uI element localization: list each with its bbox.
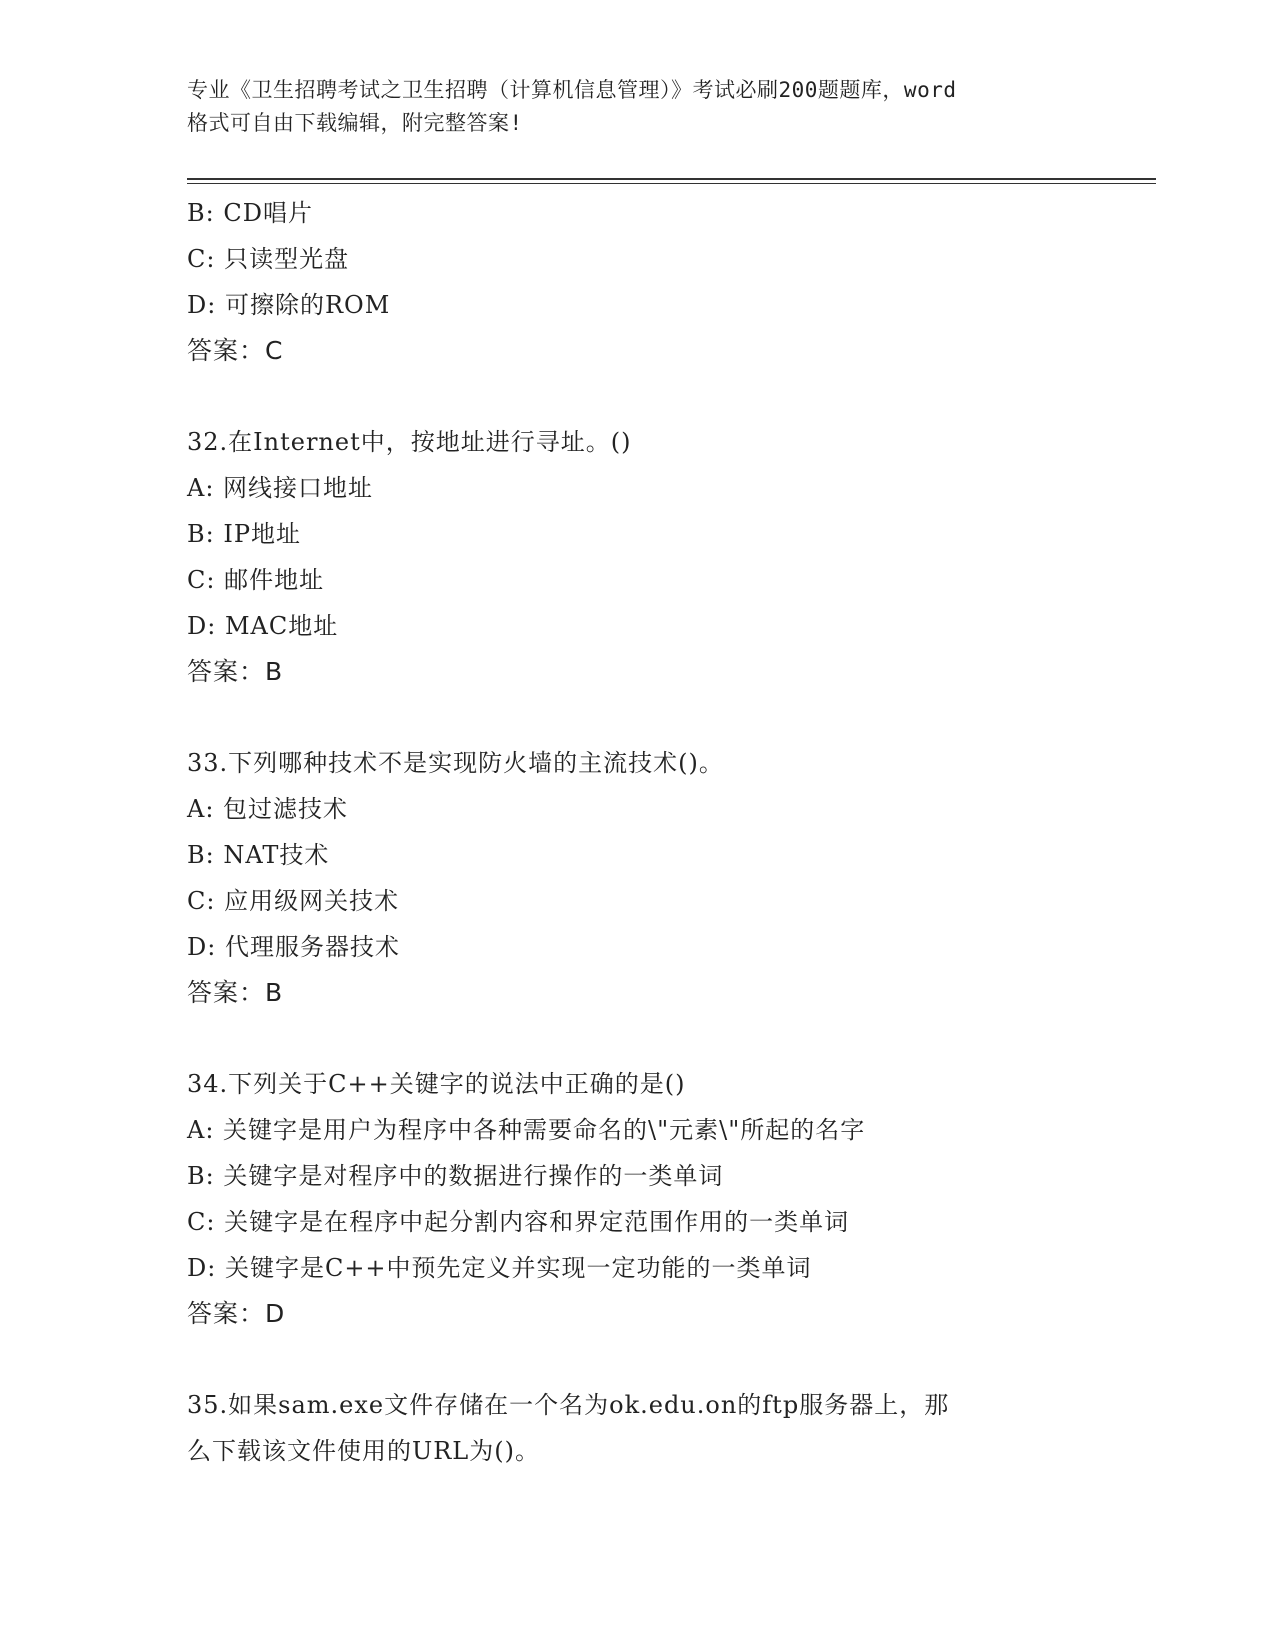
question-stem-line-2: 么下载该文件使用的URL为()。 (187, 1437, 540, 1465)
answer-line: 答案：C (187, 336, 284, 365)
option-c: C: 应用级网关技术 (187, 887, 400, 915)
question-31-continued (187, 190, 1137, 374)
document-header (187, 74, 1087, 140)
option-d: D: 代理服务器技术 (187, 933, 400, 961)
option-a: A: 包过滤技术 (187, 795, 349, 823)
header-line-1: 专业《卫生招聘考试之卫生招聘（计算机信息管理）》考试必刷200题题库，word (187, 78, 957, 102)
option-d: D: 关键字是C++中预先定义并实现一定功能的一类单词 (187, 1254, 812, 1282)
option-c: C: 关键字是在程序中起分割内容和界定范围作用的一类单词 (187, 1208, 850, 1236)
question-33 (187, 740, 1137, 1016)
header-divider-thick (187, 178, 1156, 180)
header-line-2: 格式可自由下载编辑，附完整答案! (187, 111, 523, 135)
answer-line: 答案：B (187, 978, 284, 1007)
question-stem: 32.在Internet中，按地址进行寻址。() (187, 428, 632, 456)
question-32 (187, 419, 1137, 695)
option-b: B: NAT技术 (187, 841, 330, 869)
option-b: B: 关键字是对程序中的数据进行操作的一类单词 (187, 1162, 724, 1190)
question-stem-line-1: 35.如果sam.exe文件存储在一个名为ok.edu.on的ftp服务器上，那 (187, 1391, 950, 1419)
header-divider-thin (187, 183, 1156, 184)
option-b: B: IP地址 (187, 520, 301, 548)
option-d: D: 可擦除的ROM (187, 291, 391, 319)
option-a: A: 网线接口地址 (187, 474, 374, 502)
option-c: C: 只读型光盘 (187, 245, 350, 273)
question-stem: 34.下列关于C++关键字的说法中正确的是() (187, 1070, 686, 1098)
answer-line: 答案：B (187, 657, 284, 686)
question-list (187, 190, 1137, 1474)
option-d: D: MAC地址 (187, 612, 339, 640)
answer-line: 答案：D (187, 1299, 286, 1328)
question-35 (187, 1382, 1137, 1474)
question-stem: 33.下列哪种技术不是实现防火墙的主流技术()。 (187, 749, 724, 777)
question-34 (187, 1061, 1137, 1337)
option-c: C: 邮件地址 (187, 566, 325, 594)
option-b: B: CD唱片 (187, 199, 313, 227)
option-a: A: 关键字是用户为程序中各种需要命名的\"元素\"所起的名字 (187, 1116, 866, 1144)
